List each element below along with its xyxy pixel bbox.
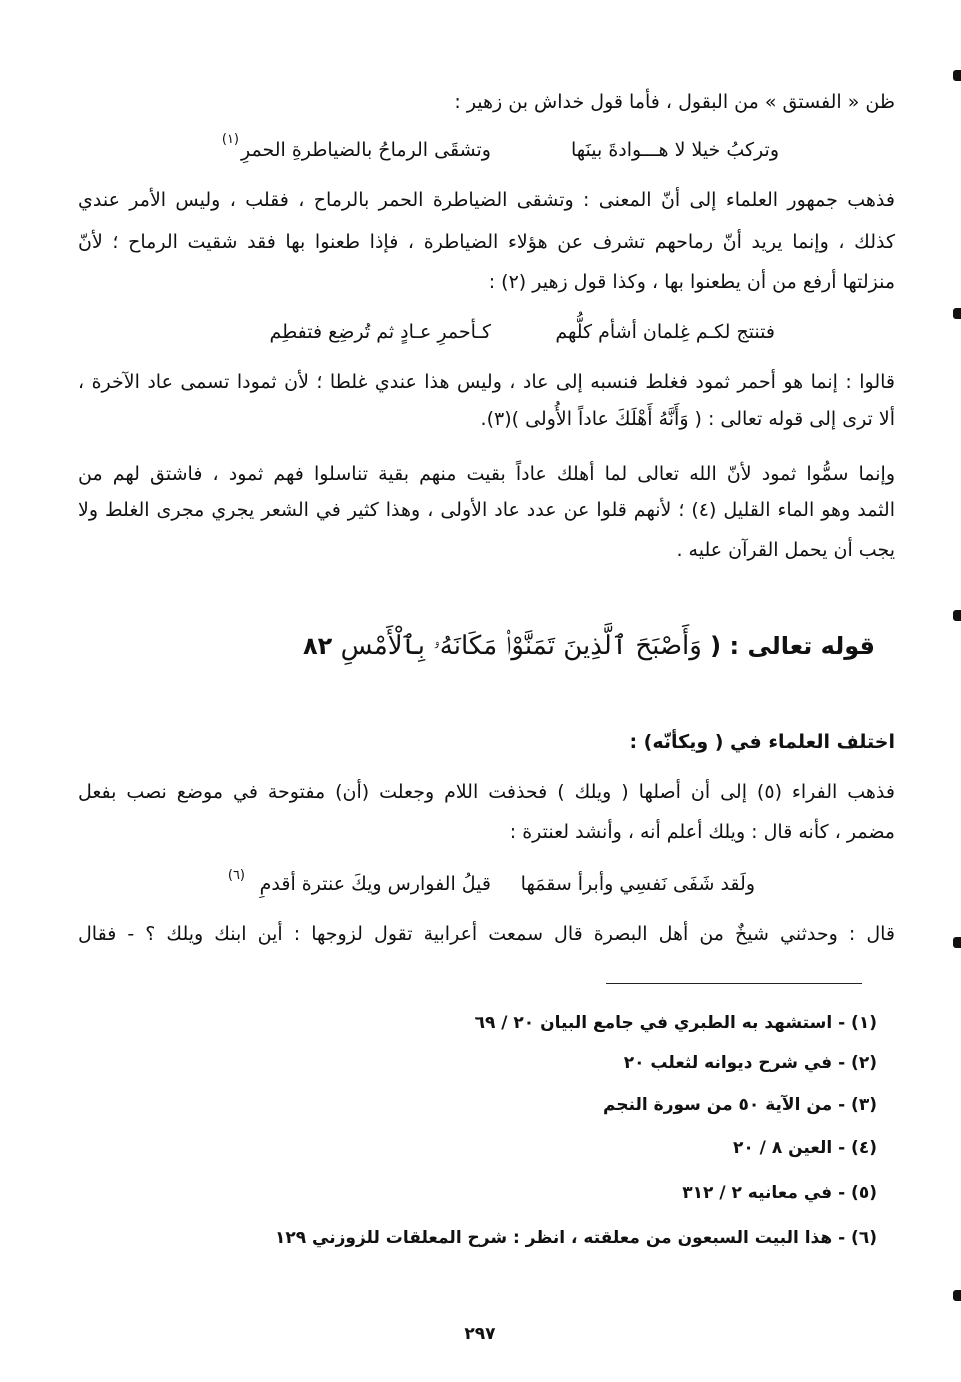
heading-lead: قوله تعالى : ( — [710, 632, 875, 660]
body-line: فذهب الفراء (٥) إلى أن أصلها ( ويلك ) فحذفت اللام وجعلت (أن) مفتوحة في موضع نصب بفعل — [78, 781, 895, 803]
body-line: الثمد وهو الماء القليل (٤) ؛ لأنهم قلوا عن عدد عاد الأولى ، وهذا كثير في الشعر يجري مجرى الغلط ولا — [78, 499, 895, 521]
body-line: وإنما سمُّوا ثمود لأنّ الله تعالى لما أهلك عاداً بقيت منهم بقية تناسلوا فهم ثمود ، فاشتق لهم من — [78, 463, 895, 485]
verse-hemistich-left: كـأحمرِ عـادٍ ثم تُرضِع فتفطِم — [269, 321, 491, 343]
body-line: كذلك ، وإنما يريد أنّ رماحهم تشرف عن هؤلاء الضياطرة ، فإذا طعنوا بها فقد شقيت الرماح ؛ لأنّ — [78, 231, 895, 253]
verse-hemistich-right: فتنتج لكـم غِلمان أشأم كلُّهم — [555, 321, 775, 343]
binding-mark — [953, 70, 961, 81]
verse-hemistich-right: وتركبُ خيلا لا هـــوادةَ بينَها — [571, 139, 779, 161]
body-line: قالوا : إنما هو أحمر ثمود فغلط فنسبه إلى عاد ، وليس هذا عندي غلطا ؛ لأن ثمودا تسمى عاد الآخرة ، — [78, 371, 895, 393]
body-line: قال : وحدثني شيخٌ من أهل البصرة قال سمعت أعرابية تقول لزوجها : أين ابنك ويلك ؟ - فقال — [78, 923, 895, 945]
binding-mark — [953, 308, 961, 319]
footnote-reference: (١) — [221, 132, 239, 147]
body-line: يجب أن يحمل القرآن عليه . — [676, 539, 895, 561]
footnote: (١) - استشهد به الطبري في جامع البيان ٢٠ / ٦٩ — [474, 1013, 877, 1033]
footnote: (٢) - في شرح ديوانه لثعلب ٢٠ — [623, 1053, 877, 1073]
section-heading — [303, 626, 875, 666]
binding-mark — [953, 610, 961, 621]
footnote-reference: (٦) — [227, 868, 245, 883]
footnote-separator — [606, 983, 862, 984]
body-line: اختلف العلماء في ( ويكأنّه) : — [629, 731, 895, 753]
body-line: فذهب جمهور العلماء إلى أنّ المعنى : وتشقى الضياطرة الحمر بالرماح ، فقلب ، وليس الأمر عندي — [78, 189, 895, 211]
footnote: (٣) - من الآية ٥٠ من سورة النجم — [603, 1095, 877, 1115]
binding-mark — [953, 937, 961, 948]
verse-hemistich-left: وتشقَى الرماحُ بالضياطرةِ الحمرِ — [241, 139, 491, 161]
verse-hemistich-left: قيلُ الفوارس ويكَ عنترة أقدمِ — [259, 873, 491, 895]
body-line: ظن « الفستق » من البقول ، فأما قول خداش بن زهير : — [454, 91, 895, 113]
body-line: مضمر ، كأنه قال : ويلك أعلم أنه ، وأنشد لعنترة : — [509, 821, 895, 843]
quran-verse: وَأَصْبَحَ ٱلَّذِينَ تَمَنَّوْا۟ مَكَانَهُۥ بِٱلْأَمْسِ — [340, 631, 702, 661]
verse-hemistich-right: ولَقد شَفَى نَفسِي وأبرأ سقمَها — [520, 873, 755, 895]
body-line: ألا ترى إلى قوله تعالى : ( وَأَنَّهُ أَهْلَكَ عاداً الأُولى )(٣). — [480, 408, 895, 430]
footnote: (٦) - هذا البيت السبعون من معلقته ، انظر : شرح المعلقات للزوزني ١٢٩ — [274, 1228, 877, 1248]
footnote: (٥) - في معانيه ٢ / ٣١٢ — [682, 1183, 877, 1203]
verse-number: ٨٢ — [303, 632, 333, 660]
footnote: (٤) - العين ٨ / ٢٠ — [733, 1138, 877, 1158]
page-number: ٢٩٧ — [464, 1324, 496, 1344]
body-line: منزلتها أرفع من أن يطعنوا بها ، وكذا قول زهير (٢) : — [488, 271, 895, 293]
binding-mark — [953, 1290, 961, 1301]
